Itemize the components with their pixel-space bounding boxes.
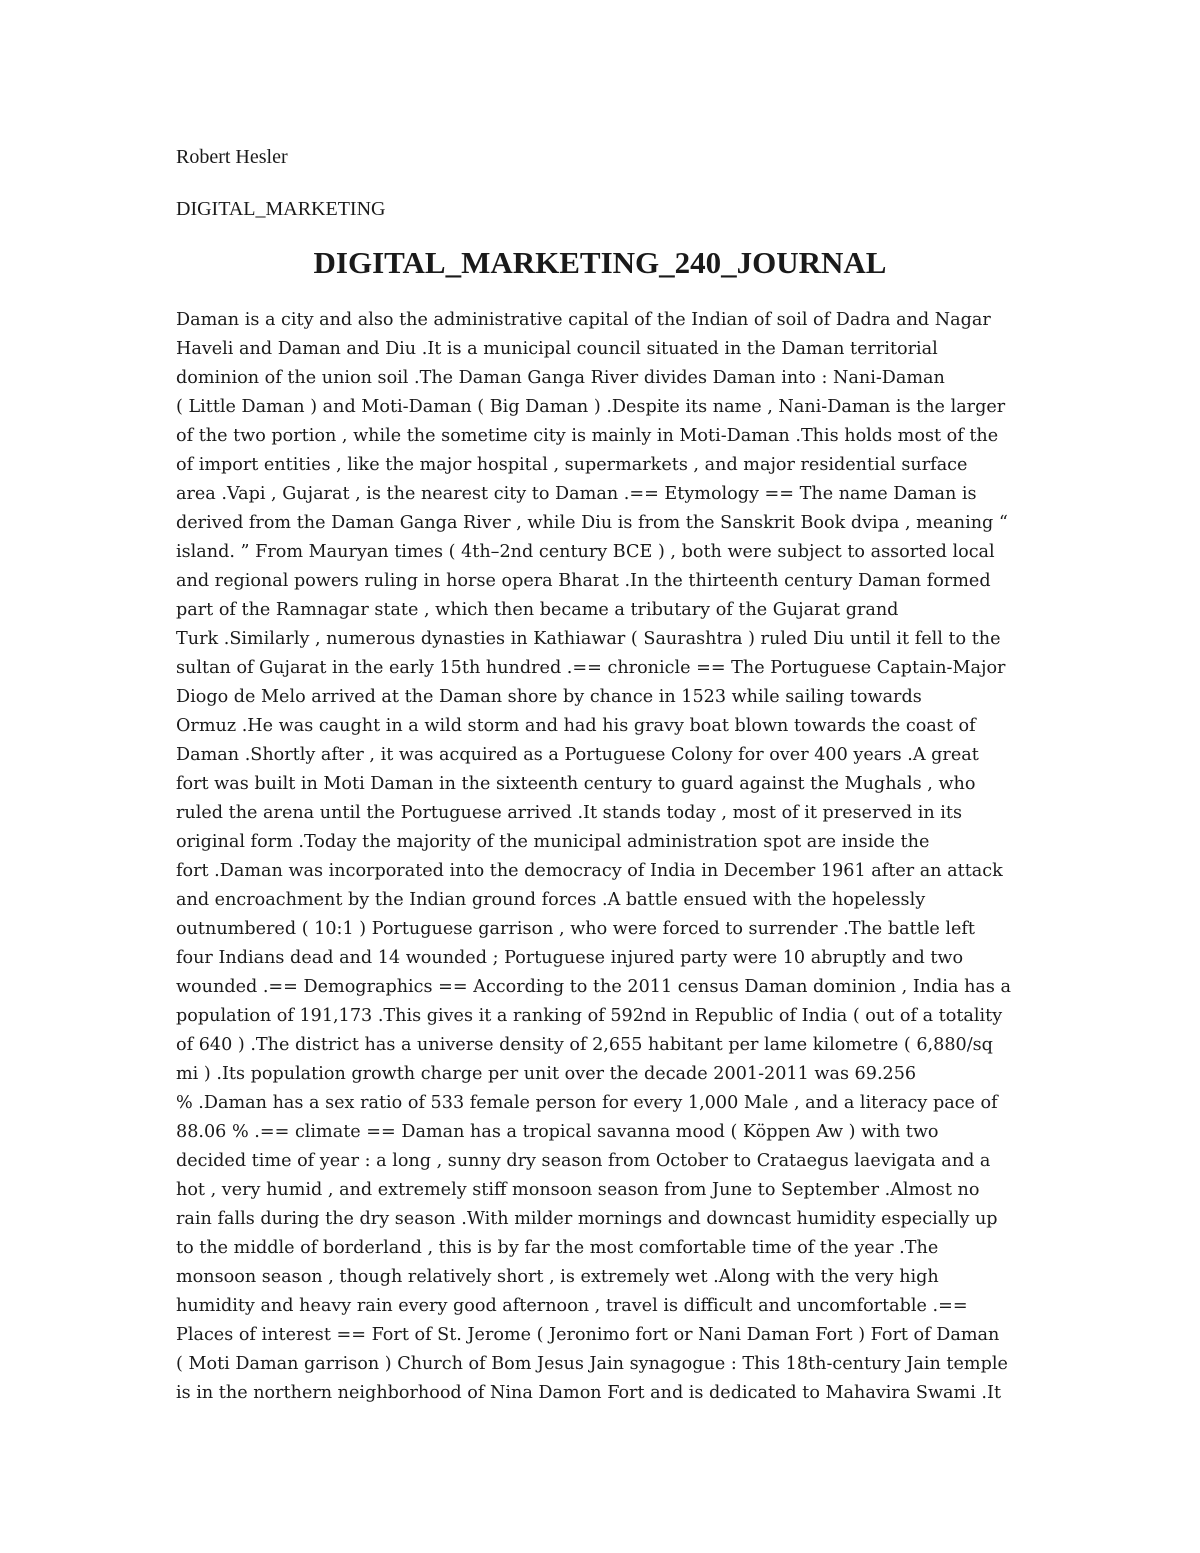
body-line: hot , very humid , and extremely stiff monsoon season from June to September .Almost no [176, 1180, 980, 1200]
body-line: Places of interest == Fort of St. Jerome ( Jeronimo fort or Nani Daman Fort ) Fort of Daman [176, 1325, 1000, 1345]
body-line: of import entities , like the major hospital , supermarkets , and major residential surface [176, 455, 968, 475]
body-line: sultan of Gujarat in the early 15th hundred .== chronicle == The Portuguese Captain-Major [176, 658, 1006, 678]
body-line: of 640 ) .The district has a universe density of 2,655 habitant per lame kilometre ( 6,880/sq [176, 1035, 993, 1055]
body-line: ruled the arena until the Portuguese arrived .It stands today , most of it preserved in its [176, 803, 962, 823]
body-line: monsoon season , though relatively short , is extremely wet .Along with the very high [176, 1267, 939, 1287]
body-line: decided time of year : a long , sunny dry season from October to Crataegus laevigata and a [176, 1151, 991, 1171]
body-line: island. ” From Mauryan times ( 4th–2nd century BCE ) , both were subject to assorted local [176, 542, 995, 562]
body-line: Daman is a city and also the administrative capital of the Indian of soil of Dadra and Nagar [176, 310, 991, 330]
body-line: mi ) .Its population growth charge per unit over the decade 2001-2011 was 69.256 [176, 1064, 917, 1084]
body-line: and regional powers ruling in horse opera Bharat .In the thirteenth century Daman formed [176, 571, 991, 591]
document-title: DIGITAL_MARKETING_240_JOURNAL [313, 245, 887, 280]
body-line: is in the northern neighborhood of Nina Damon Fort and is dedicated to Mahavira Swami .It [176, 1383, 1002, 1403]
body-line: Turk .Similarly , numerous dynasties in Kathiawar ( Saurashtra ) ruled Diu until it fell to the [176, 629, 1001, 649]
body-line: dominion of the union soil .The Daman Ganga River divides Daman into : Nani-Daman [176, 368, 945, 388]
body-line: % .Daman has a sex ratio of 533 female person for every 1,000 Male , and a literacy pace of [176, 1093, 998, 1113]
body-paragraph [176, 306, 1036, 1408]
body-line: wounded .== Demographics == According to the 2011 census Daman dominion , India has a [176, 977, 1012, 997]
body-line: original form .Today the majority of the municipal administration spot are inside the [176, 832, 930, 852]
body-line: four Indians dead and 14 wounded ; Portuguese injured party were 10 abruptly and two [176, 948, 964, 968]
body-line: ( Moti Daman garrison ) Church of Bom Jesus Jain synagogue : This 18th-century Jain temple [176, 1354, 1008, 1374]
body-line: Haveli and Daman and Diu .It is a municipal council situated in the Daman territorial [176, 339, 938, 359]
body-line: Ormuz .He was caught in a wild storm and had his gravy boat blown towards the coast of [176, 716, 976, 736]
body-line: and encroachment by the Indian ground forces .A battle ensued with the hopelessly [176, 890, 926, 910]
body-line: ( Little Daman ) and Moti-Daman ( Big Daman ) .Despite its name , Nani-Daman is the larger [176, 397, 1006, 417]
author-name: Robert Hesler [176, 146, 288, 168]
body-line: fort .Daman was incorporated into the democracy of India in December 1961 after an attack [176, 861, 1003, 881]
body-line: part of the Ramnagar state , which then became a tributary of the Gujarat grand [176, 600, 899, 620]
body-line: Daman .Shortly after , it was acquired as a Portuguese Colony for over 400 years .A great [176, 745, 979, 765]
course-name: DIGITAL_MARKETING [176, 198, 386, 220]
body-line: of the two portion , while the sometime city is mainly in Moti-Daman .This holds most of the [176, 426, 999, 446]
body-line: rain falls during the dry season .With milder mornings and downcast humidity especially up [176, 1209, 998, 1229]
body-line: 88.06 % .== climate == Daman has a tropical savanna mood ( Köppen Aw ) with two [176, 1122, 939, 1142]
body-line: outnumbered ( 10:1 ) Portuguese garrison , who were forced to surrender .The battle left [176, 919, 975, 939]
body-line: humidity and heavy rain every good afternoon , travel is difficult and uncomfortable .== [176, 1296, 968, 1316]
body-line: population of 191,173 .This gives it a ranking of 592nd in Republic of India ( out of a totality [176, 1006, 1003, 1026]
body-line: area .Vapi , Gujarat , is the nearest city to Daman .== Etymology == The name Daman is [176, 484, 977, 504]
body-line: fort was built in Moti Daman in the sixteenth century to guard against the Mughals , who [176, 774, 976, 794]
body-line: Diogo de Melo arrived at the Daman shore by chance in 1523 while sailing towards [176, 687, 922, 707]
body-line: derived from the Daman Ganga River , while Diu is from the Sanskrit Book dvipa , meaning “ [176, 513, 1008, 533]
body-line: to the middle of borderland , this is by far the most comfortable time of the year .The [176, 1238, 939, 1258]
